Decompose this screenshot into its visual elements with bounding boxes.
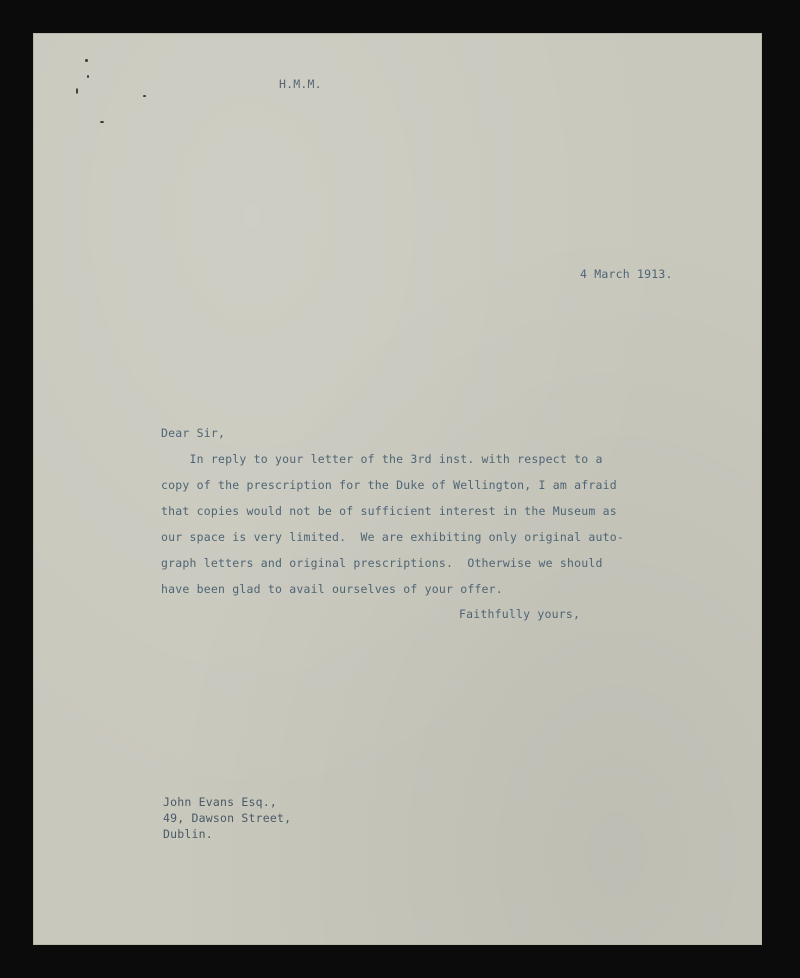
paper-speck xyxy=(100,121,104,123)
paper-speck xyxy=(85,59,88,62)
salutation: Dear Sir, xyxy=(161,426,226,440)
address-line-name: John Evans Esq., xyxy=(163,795,277,809)
body-line-4: our space is very limited. We are exhibiting only original auto- xyxy=(161,530,625,544)
letter-date: 4 March 1913. xyxy=(580,267,673,281)
address-line-city: Dublin. xyxy=(163,827,213,841)
paper-speck xyxy=(143,95,146,97)
paper-speck xyxy=(87,75,89,78)
address-line-street: 49, Dawson Street, xyxy=(163,811,292,825)
body-line-6: have been glad to avail ourselves of your offer. xyxy=(161,582,503,596)
body-line-2: copy of the prescription for the Duke of Wellington, I am afraid xyxy=(161,478,617,492)
letter-page xyxy=(33,33,762,945)
body-line-5: graph letters and original prescriptions. Otherwise we should xyxy=(161,556,603,570)
initials-header: H.M.M. xyxy=(279,77,322,91)
body-line-3: that copies would not be of sufficient interest in the Museum as xyxy=(161,504,617,518)
closing: Faithfully yours, xyxy=(459,607,581,621)
body-line-1: In reply to your letter of the 3rd inst. with respect to a xyxy=(161,452,603,466)
paper-speck xyxy=(76,88,78,94)
